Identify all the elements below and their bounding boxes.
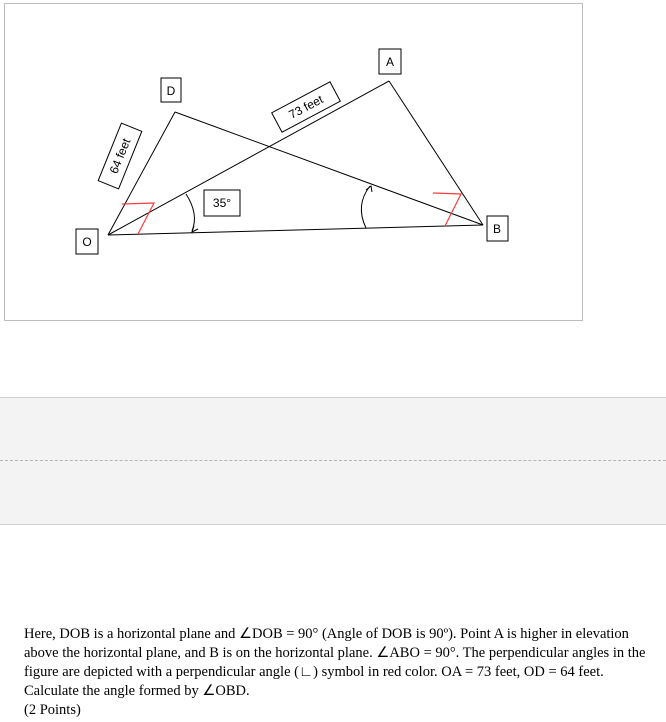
label-b — [487, 216, 508, 241]
svg-text:35°: 35° — [212, 196, 232, 210]
label-d — [161, 78, 181, 102]
answer-area[interactable] — [0, 397, 666, 525]
question-text: Here, DOB is a horizontal plane and ∠DOB = 90° (Angle of DOB is 90º). Point A is higher in elevation above the horizontal plane, and B is on the horizontal plane. ∠ABO = 90°. The perpendicular angles in the figure are depicted with a perpendicular angle (∟) symbol in red color. OA = 73 feet, OD = 64 feet. Calculate the angle formed by ∠OBD. — [24, 626, 646, 699]
segment-ab — [389, 81, 483, 225]
svg-text:A: A — [385, 55, 395, 69]
svg-text:73 feet: 73 feet — [286, 92, 326, 122]
svg-text:B: B — [492, 222, 502, 236]
label-73-feet — [272, 82, 341, 132]
svg-text:O: O — [82, 235, 92, 249]
label-a — [379, 49, 401, 74]
geometry-figure — [5, 4, 582, 320]
svg-text:D: D — [166, 84, 176, 98]
label-64-feet — [98, 123, 142, 189]
svg-text:64 feet: 64 feet — [106, 136, 134, 176]
question-block — [24, 625, 656, 720]
segment-ob — [108, 225, 483, 235]
right-angle-marker-b — [433, 193, 461, 226]
question-points: (2 Points) — [24, 702, 81, 718]
angle-arc-dob — [186, 194, 194, 231]
label-35-degrees — [204, 190, 240, 216]
label-o — [76, 229, 98, 254]
figure-panel — [4, 3, 583, 321]
angle-arc-obd — [361, 186, 370, 228]
answer-divider — [0, 460, 666, 461]
